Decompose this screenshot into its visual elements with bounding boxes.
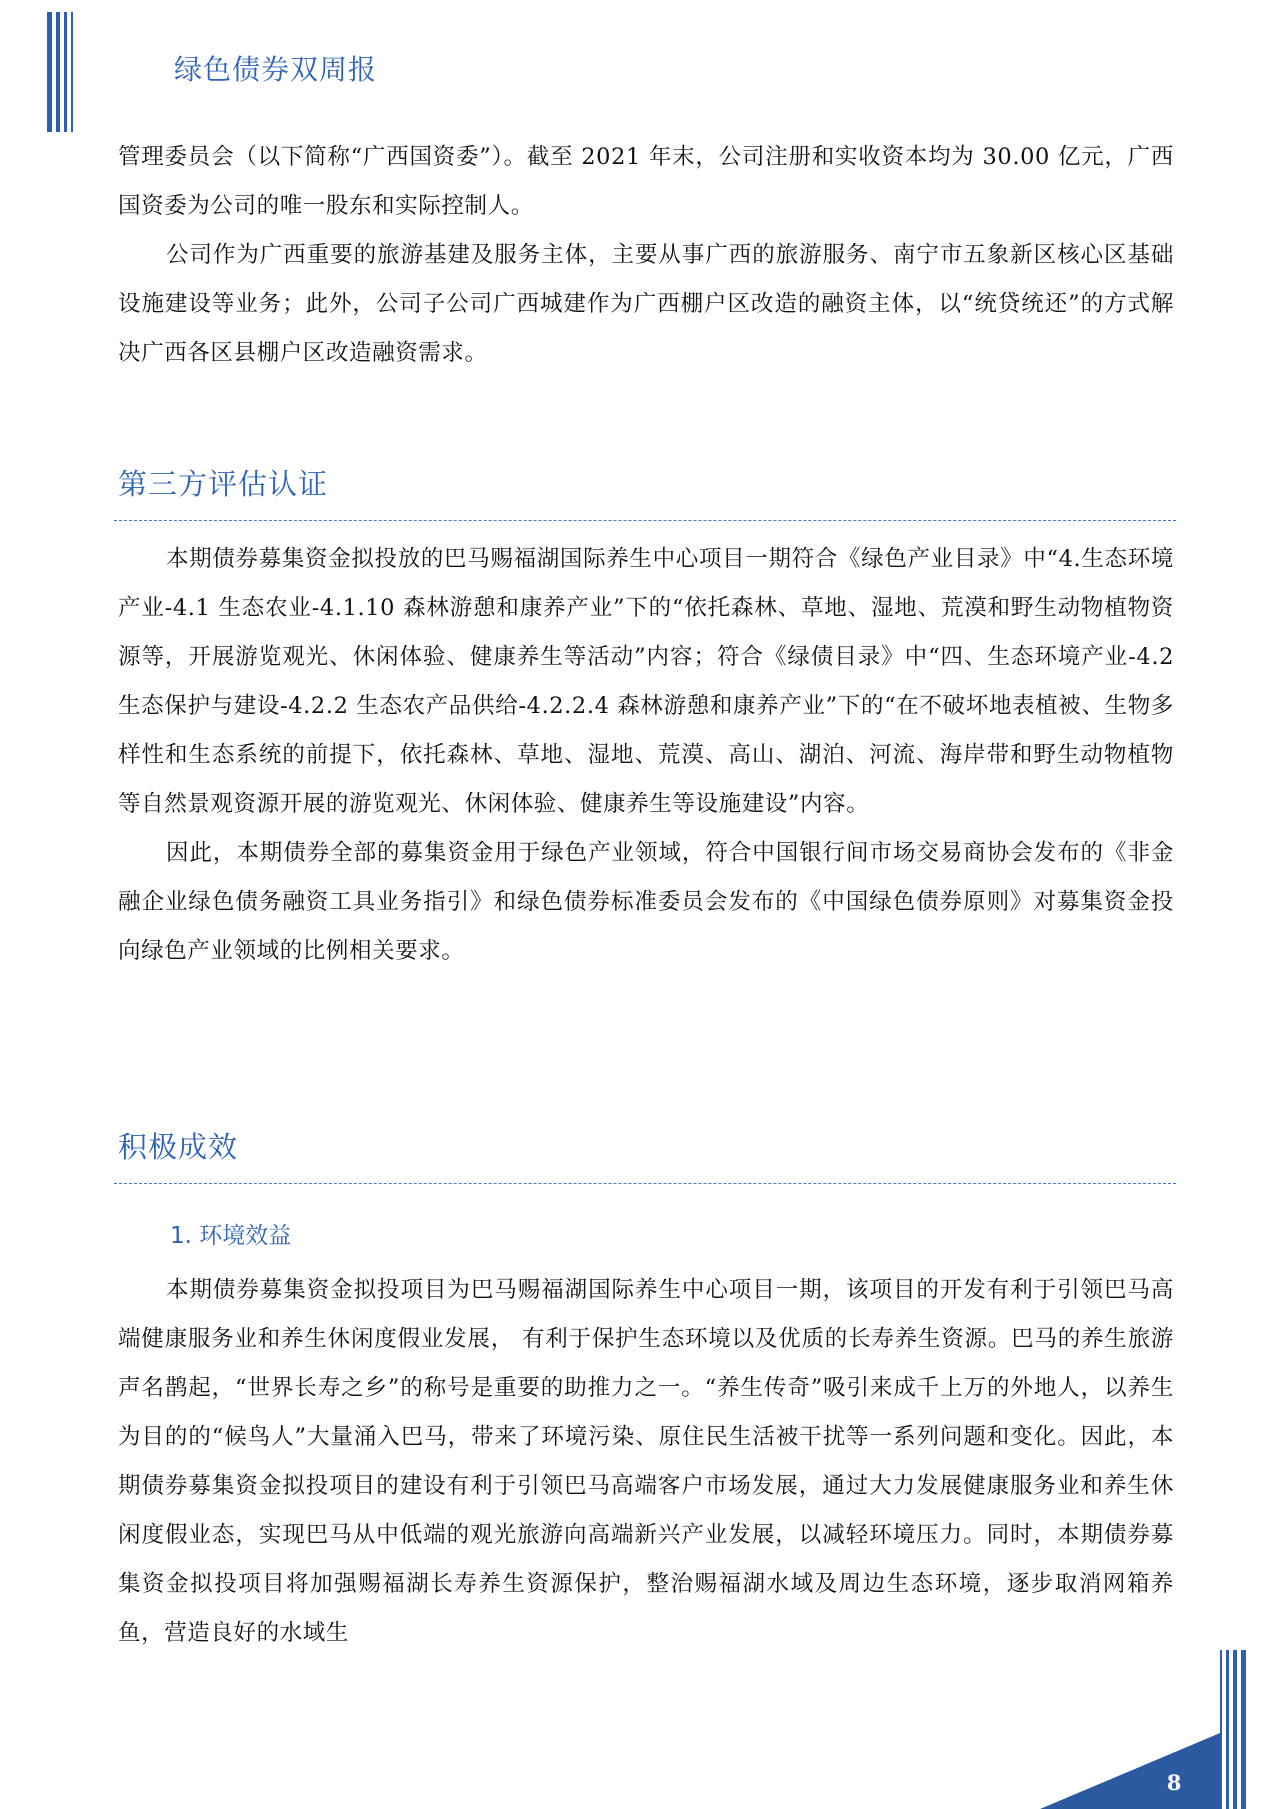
intro-text [118,133,1174,378]
page-number: 8 [1166,1770,1182,1795]
section-divider [114,520,1176,521]
intro-paragraph-1: 管理委员会（以下简称“广西国资委”）。截至 2021 年末，公司注册和实收资本均为 30.00 亿元，广西国资委为公司的唯一股东和实际控制人。 [118,144,1174,219]
section1-paragraph-2: 因此，本期债券全部的募集资金用于绿色产业领域，符合中国银行间市场交易商协会发布的《非金融企业绿色债务融资工具业务指引》和绿色债券标准委员会发布的《中国绿色债券原则》对募集资金投向绿色产业领域的比例相关要求。 [118,840,1174,964]
section-title-results: 积极成效 [118,1130,239,1164]
section1-text [118,535,1174,976]
section2-text [118,1266,1174,1658]
page-number-badge [1040,1733,1220,1809]
section2-paragraph-1: 本期债券募集资金拟投项目为巴马赐福湖国际养生中心项目一期，该项目的开发有利于引领巴马高端健康服务业和养生休闲度假业发展， 有利于保护生态环境以及优质的长寿养生资源。巴马的养生旅游声名鹊起，“世界长寿之乡”的称号是重要的助推力之一。“养生传奇”吸引来成千上万的外地人，以养生为目的的“候鸟人”大量涌入巴马，带来了环境污染、原住民生活被干扰等一系列问题和变化。因此，本期债券募集资金拟投项目的建设有利于引领巴马高端客户市场发展，通过大力发展健康服务业和养生休闲度假业态，实现巴马从中低端的观光旅游向高端新兴产业发展，以减轻环境压力。同时，本期债券募集资金拟投项目将加强赐福湖长寿养生资源保护，整治赐福湖水域及周边生态环境，逐步取消网箱养鱼，营造良好的水域生 [118,1277,1174,1646]
report-title: 绿色债券双周报 [174,53,378,86]
section-title-third-party: 第三方评估认证 [118,467,329,501]
section-divider [114,1183,1176,1184]
section1-paragraph-1: 本期债券募集资金拟投放的巴马赐福湖国际养生中心项目一期符合《绿色产业目录》中“4.生态环境产业-4.1 生态农业-4.1.10 森林游憩和康养产业”下的“依托森林、草地、湿地、荒漠和野生动物植物资源等，开展游览观光、休闲体验、健康养生等活动”内容；符合《绿债目录》中“四、生态环境产业-4.2 生态保护与建设-4.2.2 生态农产品供给-4.2.2.4 森林游憩和康养产业”下的“在不破坏地表植被、生物多样性和生态系统的前提下，依托森林、草地、湿地、荒漠、高山、湖泊、河流、海岸带和野生动物植物等自然景观资源开展的游览观光、休闲体验、健康养生等设施建设”内容。 [118,546,1174,817]
intro-paragraph-2: 公司作为广西重要的旅游基建及服务主体，主要从事广西的旅游服务、南宁市五象新区核心区基础设施建设等业务；此外，公司子公司广西城建作为广西棚户区改造的融资主体，以“统贷统还”的方式解决广西各区县棚户区改造融资需求。 [118,242,1174,366]
subsection-title-environment: 1. 环境效益 [170,1223,292,1249]
footer-decoration-bars [1220,1650,1260,1809]
header-decoration-bars [47,12,87,132]
